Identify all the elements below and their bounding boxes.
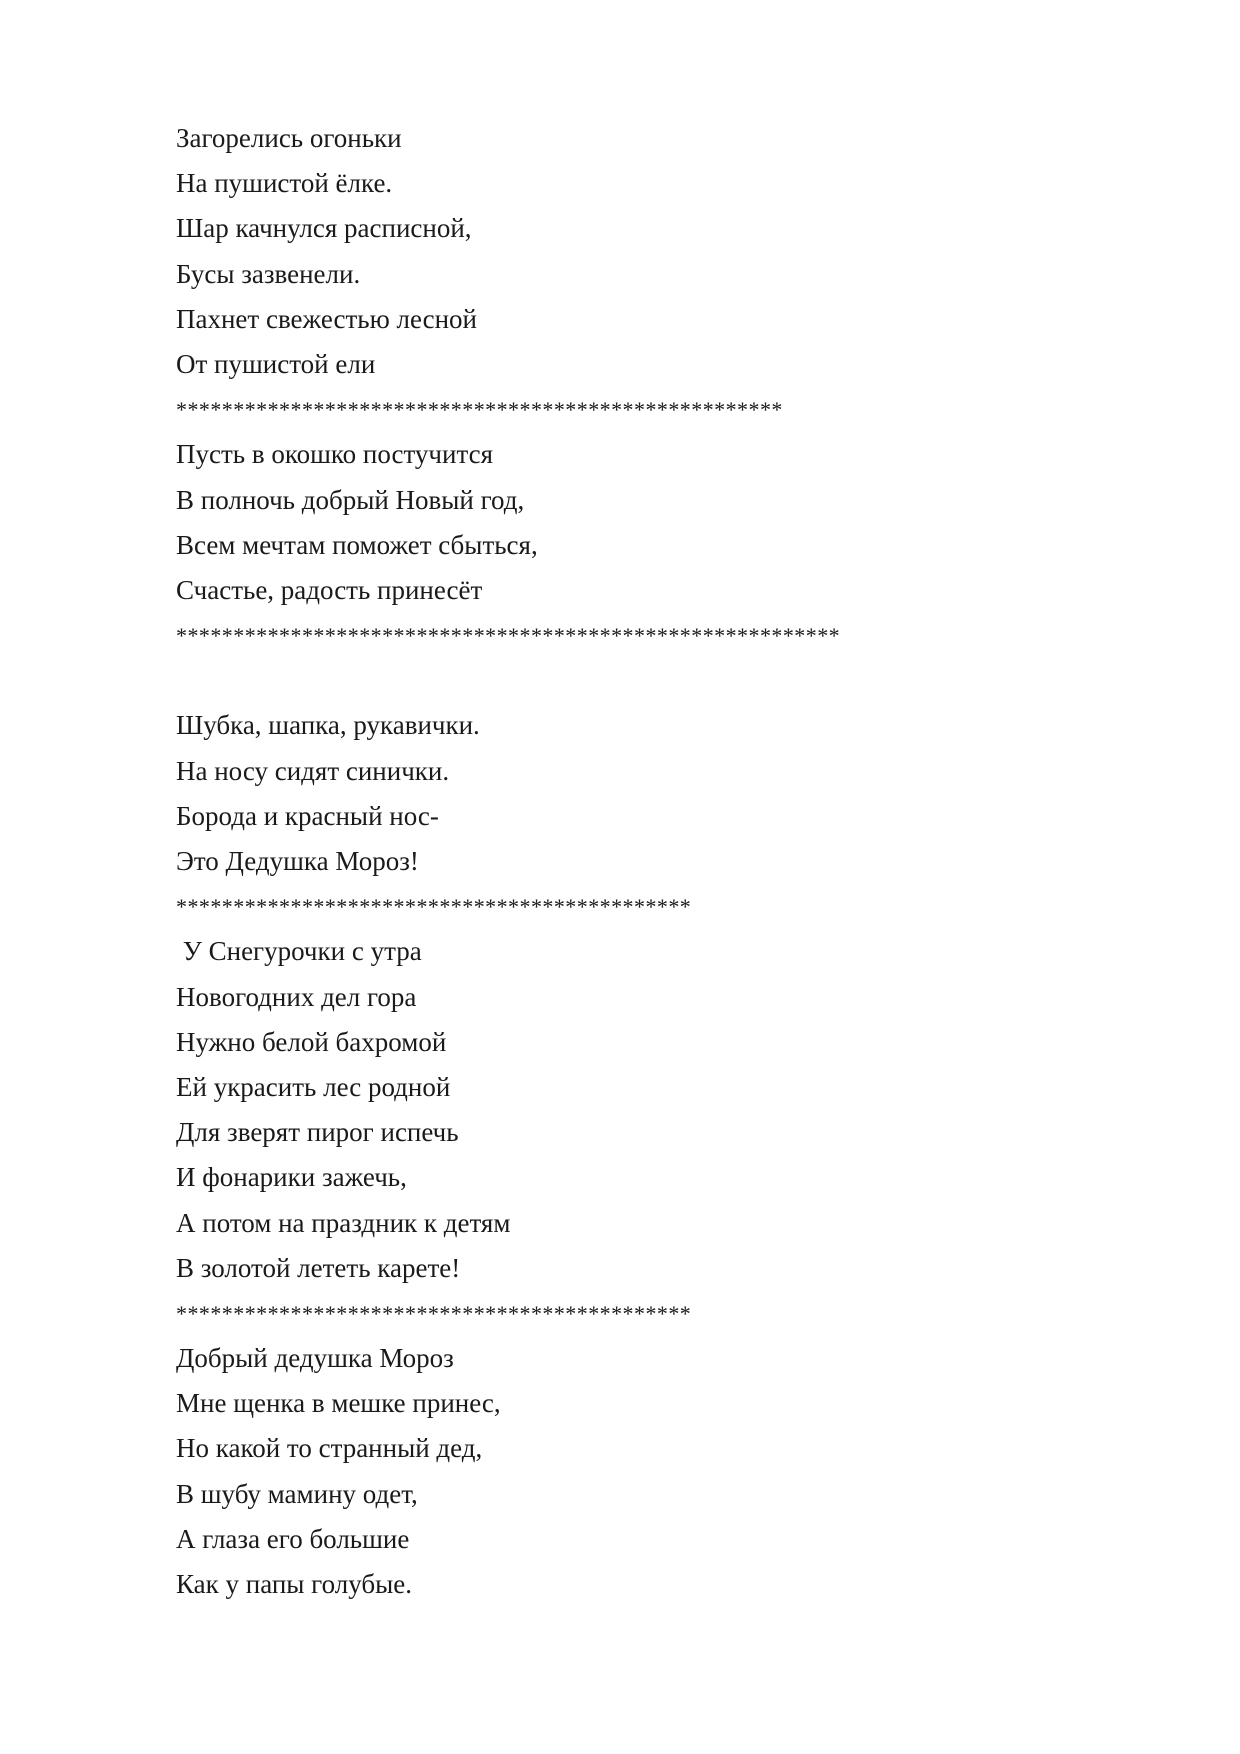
poem-line: Это Дедушка Мороз! (176, 846, 419, 876)
poem-line: Для зверят пирог испечь (176, 1117, 459, 1148)
poem-line: На носу сидят синички. (176, 755, 450, 786)
asterisk-separator: ********************************************* (176, 1300, 692, 1326)
poem-2 (176, 432, 1156, 613)
asterisk-separator: ***************************************************** (176, 397, 783, 423)
poem-line: Загорелись огоньки (176, 123, 402, 153)
poem-line: В шубу мамину одет, (176, 1478, 418, 1509)
poem-line: Но какой то странный дед, (176, 1433, 483, 1464)
poem-line: А потом на праздник к детям (176, 1207, 511, 1238)
poems-column (176, 116, 1156, 1607)
poem-line: Как у папы голубые. (176, 1569, 412, 1599)
poem-line: В полночь добрый Новый год, (176, 484, 525, 515)
poem-line: Бусы зазвенели. (176, 258, 361, 289)
poem-line: Мне щенка в мешке принес, (176, 1388, 501, 1419)
poem-4 (176, 929, 1156, 1291)
poem-line: На пушистой ёлке. (176, 168, 393, 199)
poem-1 (176, 116, 1156, 387)
poem-line: А глаза его большие (176, 1523, 410, 1554)
blank-line (176, 658, 1156, 703)
poem-line: Шар качнулся расписной, (176, 213, 472, 244)
asterisk-separator: ********************************************* (176, 894, 692, 920)
poem-line: Счастье, радость принесёт (176, 574, 483, 605)
poem-3 (176, 703, 1156, 884)
poem-line: И фонарики зажечь, (176, 1162, 407, 1193)
poem-line: Борода и красный нос- (176, 800, 439, 831)
poem-line: В золотой лететь карете! (176, 1252, 461, 1283)
poem-line: Ей украсить лес родной (176, 1071, 451, 1102)
poem-line: У Снегурочки с утра (176, 936, 422, 967)
poem-line: От пушистой ели (176, 348, 376, 379)
poem-line: Добрый дедушка Мороз (176, 1343, 454, 1374)
asterisk-separator: ********************************************************** (176, 623, 841, 649)
poem-line: Шубка, шапка, рукавички. (176, 710, 480, 741)
poem-line: Всем мечтам поможет сбыться, (176, 529, 538, 560)
poem-5 (176, 1336, 1156, 1607)
poem-line: Пахнет свежестью лесной (176, 303, 478, 334)
poem-line: Нужно белой бахромой (176, 1026, 447, 1057)
poem-line: Пусть в окошко постучится (176, 439, 493, 470)
poem-line: Новогодних дел гора (176, 981, 417, 1012)
